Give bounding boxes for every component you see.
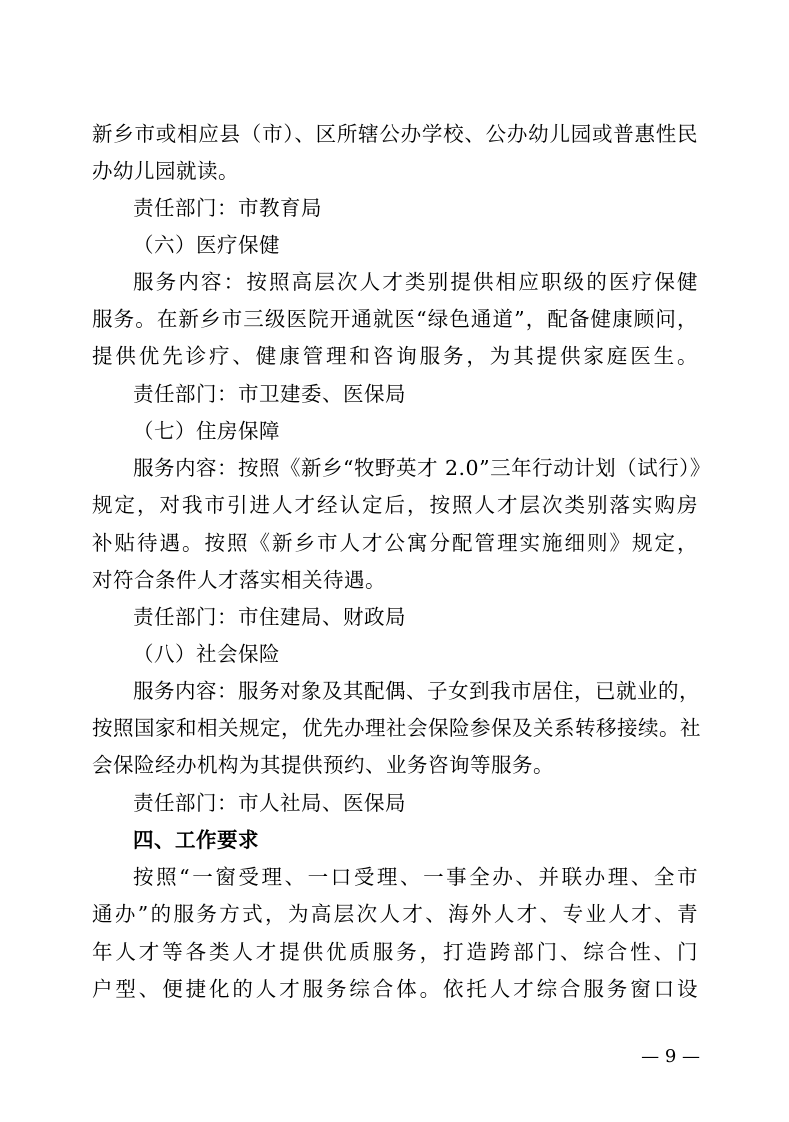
text-line: 补贴待遇。按照《新乡市人才公寓分配管理实施细则》规定，: [92, 531, 698, 555]
text-line: 责任部门：市教育局: [133, 196, 322, 220]
text-line: 服务内容：按照《新乡“牧野英才 2.0”三年行动计划（试行）》: [133, 456, 711, 480]
text-line: 规定，对我市引进人才经认定后，按照人才层次类别落实购房: [92, 493, 698, 517]
text-line: 责任部门：市人社局、医保局: [133, 791, 406, 815]
section-heading: （七）住房保障: [133, 419, 280, 443]
section-heading: （八）社会保险: [133, 642, 280, 666]
section-heading: （六）医疗保健: [133, 233, 280, 257]
chapter-heading: 四、工作要求: [133, 828, 259, 852]
text-line: 责任部门：市住建局、财政局: [133, 605, 406, 629]
text-line: 年人才等各类人才提供优质服务，打造跨部门、综合性、门: [92, 940, 698, 964]
text-line: 按照国家和相关规定，优先办理社会保险参保及关系转移接续。社: [92, 716, 701, 740]
text-line: 新乡市或相应县（市）、区所辖公办学校、公办幼儿园或普惠性民: [92, 122, 698, 146]
page-number: — 9 —: [641, 1046, 700, 1067]
text-line: 办幼儿园就读。: [92, 159, 239, 183]
text-line: 责任部门：市卫建委、医保局: [133, 382, 406, 406]
text-line: 服务内容：服务对象及其配偶、子女到我市居住，已就业的，: [133, 679, 700, 703]
text-line: 对符合条件人才落实相关待遇。: [92, 568, 386, 592]
text-line: 按照“一窗受理、一口受理、一事全办、并联办理、全市: [133, 865, 698, 889]
text-line: 服务内容：按照高层次人才类别提供相应职级的医疗保健: [133, 270, 698, 294]
text-line: 通办”的服务方式，为高层次人才、海外人才、专业人才、青: [92, 902, 698, 926]
text-line: 会保险经办机构为其提供预约、业务咨询等服务。: [92, 753, 554, 777]
text-line: 提供优先诊疗、健康管理和咨询服务，为其提供家庭医生。: [92, 344, 698, 368]
text-line: 服务。在新乡市三级医院开通就医“绿色通道”，配备健康顾问，: [92, 307, 698, 331]
text-line: 户型、便捷化的人才服务综合体。依托人才综合服务窗口设: [92, 977, 698, 1001]
